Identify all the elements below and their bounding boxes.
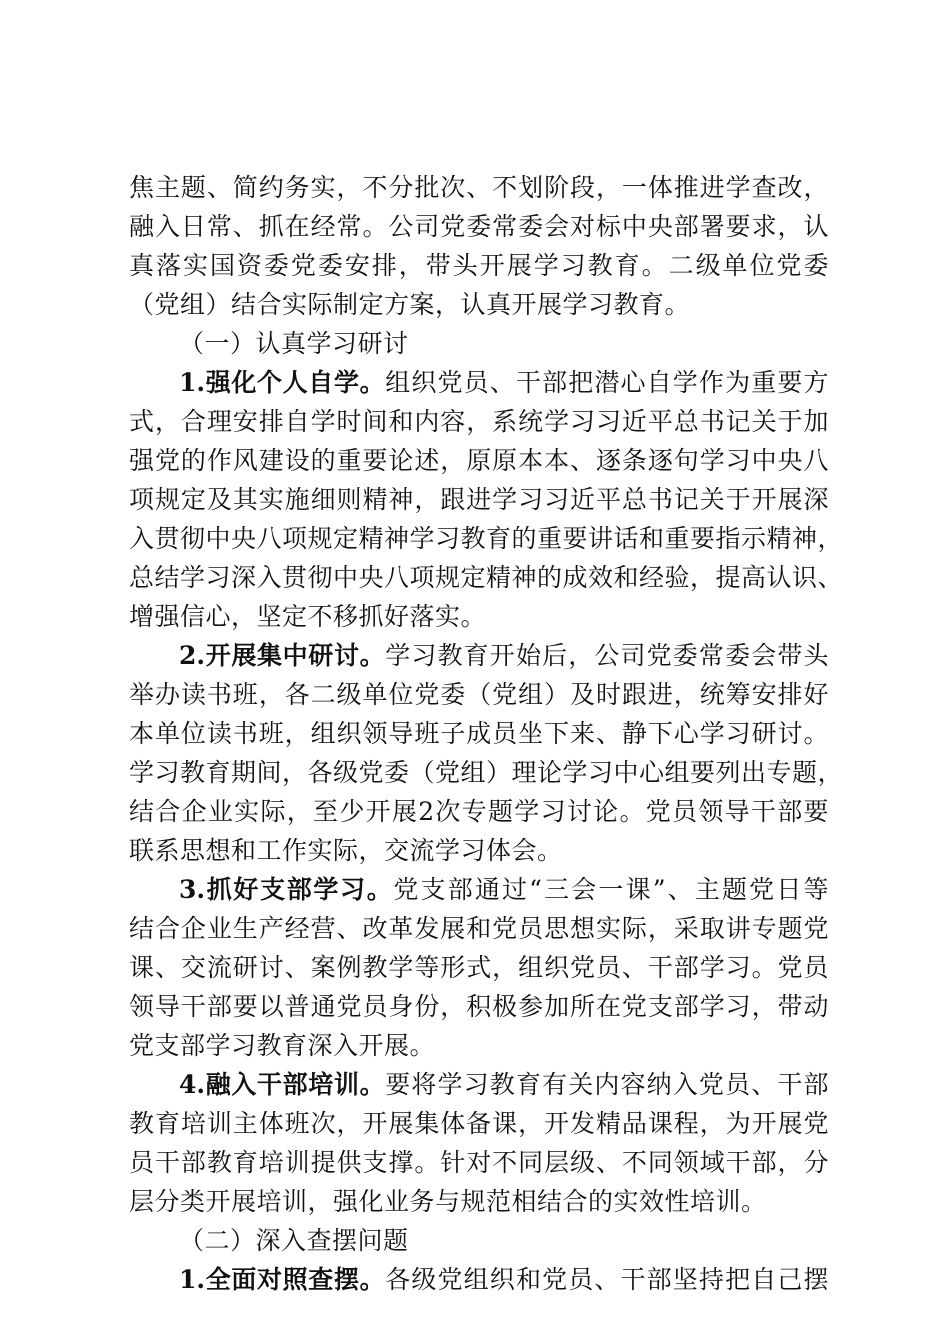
text-line: 举办读书班，各二级单位党委（党组）及时跟进，统筹安排好 [129,680,829,709]
section-heading: （一）认真学习研讨 [179,329,409,358]
text-line: 教育培训主体班次，开展集体备课，开发精品课程，为开展党 [129,1109,829,1138]
text-line: 入贯彻中央八项规定精神学习教育的重要讲话和重要指示精神， [129,524,844,553]
text-line: 结合企业生产经营、改革发展和党员思想实际，采取讲专题党 [129,914,829,943]
item-lead: 3.抓好支部学习。 [179,875,394,904]
item-text: 学习教育开始后，公司党委常委会带头 [385,641,829,670]
document-body [129,168,844,1299]
text-line: 强党的作风建设的重要论述，原原本本、逐条逐句学习中央八 [129,446,829,475]
text-line: 焦主题、简约务实，不分批次、不划阶段，一体推进学查改， [129,173,829,202]
item-lead: 1.强化个人自学。 [179,368,386,397]
text-line [129,1260,829,1299]
item-lead: 1.全面对照查摆。 [179,1265,386,1294]
text-line [129,636,829,675]
text-line: 联系思想和工作实际，交流学习体会。 [129,836,563,865]
text-line: 员干部教育培训提供支撑。针对不同层级、不同领域干部，分 [129,1148,829,1177]
item-lead: 4.融入干部培训。 [179,1070,386,1099]
item-text: 要将学习教育有关内容纳入党员、干部 [385,1070,829,1099]
text-line: 领导干部要以普通党员身份，积极参加所在党支部学习，带动 [129,992,829,1021]
text-line: 增强信心，坚定不移抓好落实。 [129,602,487,631]
item-text: 党支部通过“三会一课”、主题党日等 [393,875,829,904]
text-line: （党组）结合实际制定方案，认真开展学习教育。 [129,290,691,319]
paragraph-item [129,870,829,1065]
text-line: 总结学习深入贯彻中央八项规定精神的成效和经验，提高认识、 [129,563,844,592]
paragraph-item [129,1260,829,1299]
paragraph-item [129,363,844,636]
text-line: 融入日常、抓在经常。公司党委常委会对标中央部署要求，认 [129,212,829,241]
text-line: 式，合理安排自学时间和内容，系统学习习近平总书记关于加 [129,407,829,436]
item-text: 组织党员、干部把潜心自学作为重要方 [385,368,829,397]
text-line: 项规定及其实施细则精神，跟进学习习近平总书记关于开展深 [129,485,829,514]
text-line: 党支部学习教育深入开展。 [129,1031,436,1060]
text-line [129,363,829,402]
text-line: 学习教育期间，各级党委（党组）理论学习中心组要列出专题， [129,758,844,787]
text-line: 层分类开展培训，强化业务与规范相结合的实效性培训。 [129,1187,767,1216]
text-line: 课、交流研讨、案例教学等形式，组织党员、干部学习。党员 [129,953,829,982]
paragraph-item [129,636,844,870]
paragraph-item [129,1065,829,1221]
paragraph-intro [129,168,829,324]
text-line [129,1065,829,1104]
text-line: 结合企业实际，至少开展2次专题学习讨论。党员领导干部要 [129,797,829,826]
item-lead: 2.开展集中研讨。 [179,641,386,670]
text-line [129,870,829,909]
item-text: 各级党组织和党员、干部坚持把自己摆 [385,1265,829,1294]
text-line: 本单位读书班，组织领导班子成员坐下来、静下心学习研讨。 [129,719,829,748]
text-line: 真落实国资委党委安排，带头开展学习教育。二级单位党委 [129,251,829,280]
section-heading: （二）深入查摆问题 [179,1226,409,1255]
